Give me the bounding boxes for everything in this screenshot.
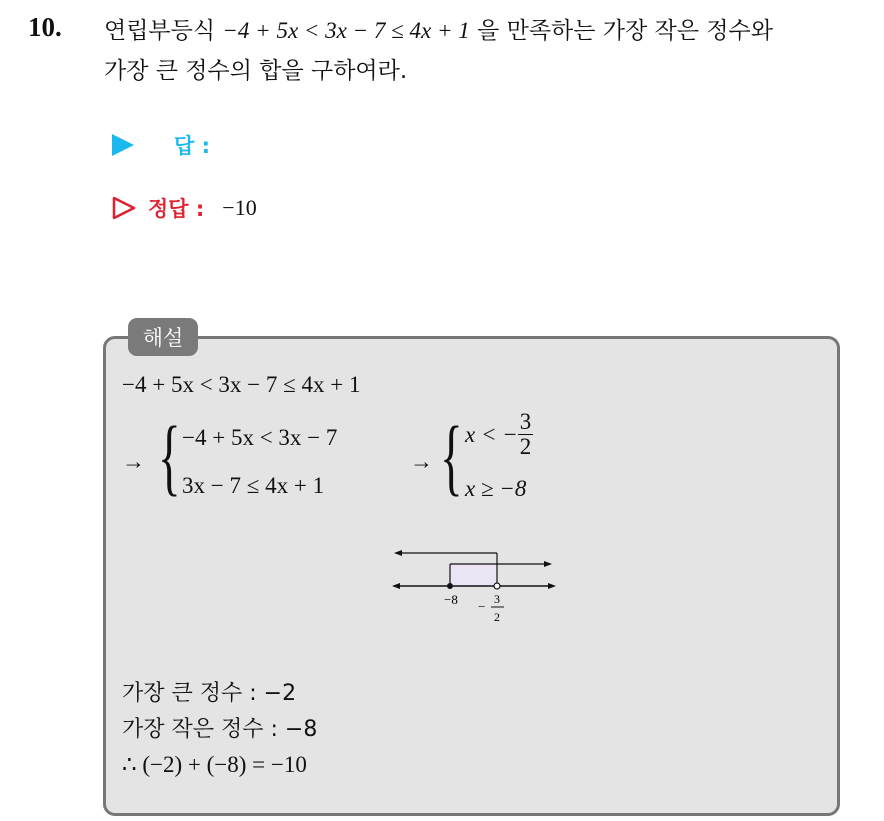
system2-line-b: x ≥ −8 xyxy=(465,476,527,501)
system1-line-a: −4 + 5x < 3x − 7 xyxy=(182,425,338,450)
solution-line-1: −4 + 5x < 3x − 7 ≤ 4x + 1 xyxy=(122,372,361,397)
answer-label: 답 : xyxy=(174,134,210,158)
left-brace-1: { xyxy=(158,408,181,504)
fraction-den: 2 xyxy=(519,434,532,460)
smallest-integer-line: 가장 작은 정수 : −8 xyxy=(122,717,318,742)
axis-right-arrowhead xyxy=(548,583,556,589)
tick-label-right-sign: − xyxy=(478,599,486,614)
correct-answer-row xyxy=(112,193,257,223)
solution-region xyxy=(450,564,497,586)
fraction-num: 3 xyxy=(519,409,532,434)
left-brace-2: { xyxy=(440,408,463,504)
tick-label-right-den: 2 xyxy=(494,610,500,624)
answer-row xyxy=(112,130,210,160)
correct-answer-value: −10 xyxy=(222,195,257,220)
question-number: 10. xyxy=(28,12,62,42)
play-icon xyxy=(112,134,134,156)
question-line-1 xyxy=(104,12,773,45)
upper-ray-left-arrowhead xyxy=(394,550,402,556)
arrow-1: → xyxy=(122,449,145,474)
open-point xyxy=(494,583,500,589)
closed-point xyxy=(447,583,453,589)
system2-a-prefix: x < − xyxy=(465,421,518,447)
question-inequality: −4 + 5x < 3x − 7 ≤ 4x + 1 xyxy=(222,18,470,43)
question-prefix: 연립부등식 xyxy=(104,18,216,44)
play-outline-icon xyxy=(112,196,136,220)
arrow-2: → xyxy=(410,449,433,474)
therefore-line: ∴ (−2) + (−8) = −10 xyxy=(122,752,307,777)
number-line-diagram xyxy=(390,545,565,635)
fraction-three-halves xyxy=(518,410,534,459)
largest-integer-line: 가장 큰 정수 : −2 xyxy=(122,681,297,706)
question-suffix: 을 만족하는 가장 작은 정수와 xyxy=(477,18,773,44)
correct-answer-label: 정답 : xyxy=(148,197,205,221)
system1-line-b: 3x − 7 ≤ 4x + 1 xyxy=(182,473,325,498)
question-line-2: 가장 큰 정수의 합을 구하여라. xyxy=(104,58,408,84)
lower-ray-right-arrowhead xyxy=(544,561,552,567)
system2-line-a xyxy=(465,410,533,459)
solution-tag: 해설 xyxy=(128,318,198,356)
tick-label-left: −8 xyxy=(444,592,458,607)
tick-label-right-num: 3 xyxy=(494,592,500,606)
axis-left-arrowhead xyxy=(392,583,400,589)
